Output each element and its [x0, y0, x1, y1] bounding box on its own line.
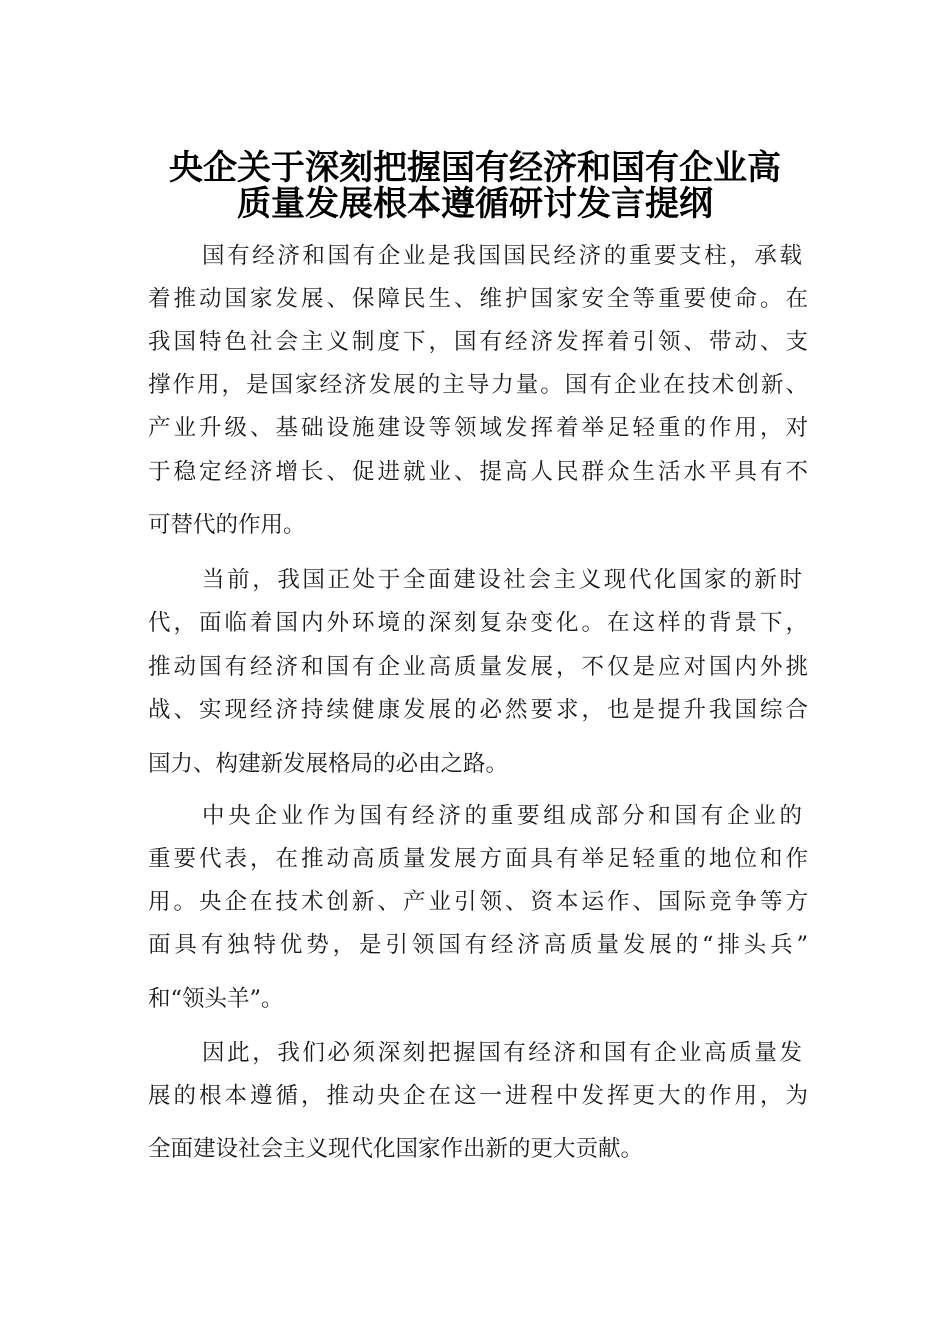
- paragraph-1-line-1: 国有经济和国有企业是我国国民经济的重要支柱，承载: [202, 243, 802, 269]
- paragraph-4-line-2: 展的根本遵循，推动央企在这一进程中发挥更大的作用，为: [148, 1083, 808, 1109]
- paragraph-2-line-4: 战、实现经济持续健康发展的必然要求，也是提升我国综合: [148, 697, 808, 723]
- paragraph-1-line-4: 撑作用，是国家经济发展的主导力量。国有企业在技术创新、: [148, 372, 808, 398]
- paragraph-4-line-1: 因此，我们必须深刻把握国有经济和国有企业高质量发: [202, 1040, 802, 1066]
- document-title-line-1: 央企关于深刻把握国有经济和国有企业高: [169, 148, 781, 188]
- paragraph-3-line-5: 和“领头羊”。: [148, 986, 284, 1012]
- paragraph-2-line-5: 国力、构建新发展格局的必由之路。: [148, 751, 509, 777]
- paragraph-1-line-5: 产业升级、基础设施建设等领域发挥着举足轻重的作用，对: [148, 415, 808, 441]
- paragraph-3-line-4: 面具有独特优势，是引领国有经济高质量发展的“排头兵”: [148, 932, 808, 958]
- paragraph-2-line-3: 推动国有经济和国有企业高质量发展，不仅是应对国内外挑: [148, 654, 808, 680]
- paragraph-1-line-2: 着推动国家发展、保障民生、维护国家安全等重要使命。在: [148, 286, 808, 312]
- paragraph-3-line-1: 中央企业作为国有经济的重要组成部分和国有企业的: [202, 803, 802, 829]
- paragraph-3-line-3: 用。央企在技术创新、产业引领、资本运作、国际竞争等方: [148, 889, 808, 915]
- document-title-line-2: 质量发展根本遵循研讨发言提纲: [237, 184, 713, 224]
- paragraph-2-line-1: 当前，我国正处于全面建设社会主义现代化国家的新时: [202, 567, 802, 593]
- paragraph-1-line-6: 于稳定经济增长、促进就业、提高人民群众生活水平具有不: [148, 459, 808, 485]
- paragraph-2-line-2: 代，面临着国内外环境的深刻复杂变化。在这样的背景下，: [148, 610, 808, 636]
- paragraph-1-line-7: 可替代的作用。: [148, 512, 306, 538]
- paragraph-1-line-3: 我国特色社会主义制度下，国有经济发挥着引领、带动、支: [148, 329, 808, 355]
- paragraph-4-line-3: 全面建设社会主义现代化国家作出新的更大贡献。: [148, 1136, 644, 1162]
- paragraph-3-line-2: 重要代表，在推动高质量发展方面具有举足轻重的地位和作: [148, 846, 808, 872]
